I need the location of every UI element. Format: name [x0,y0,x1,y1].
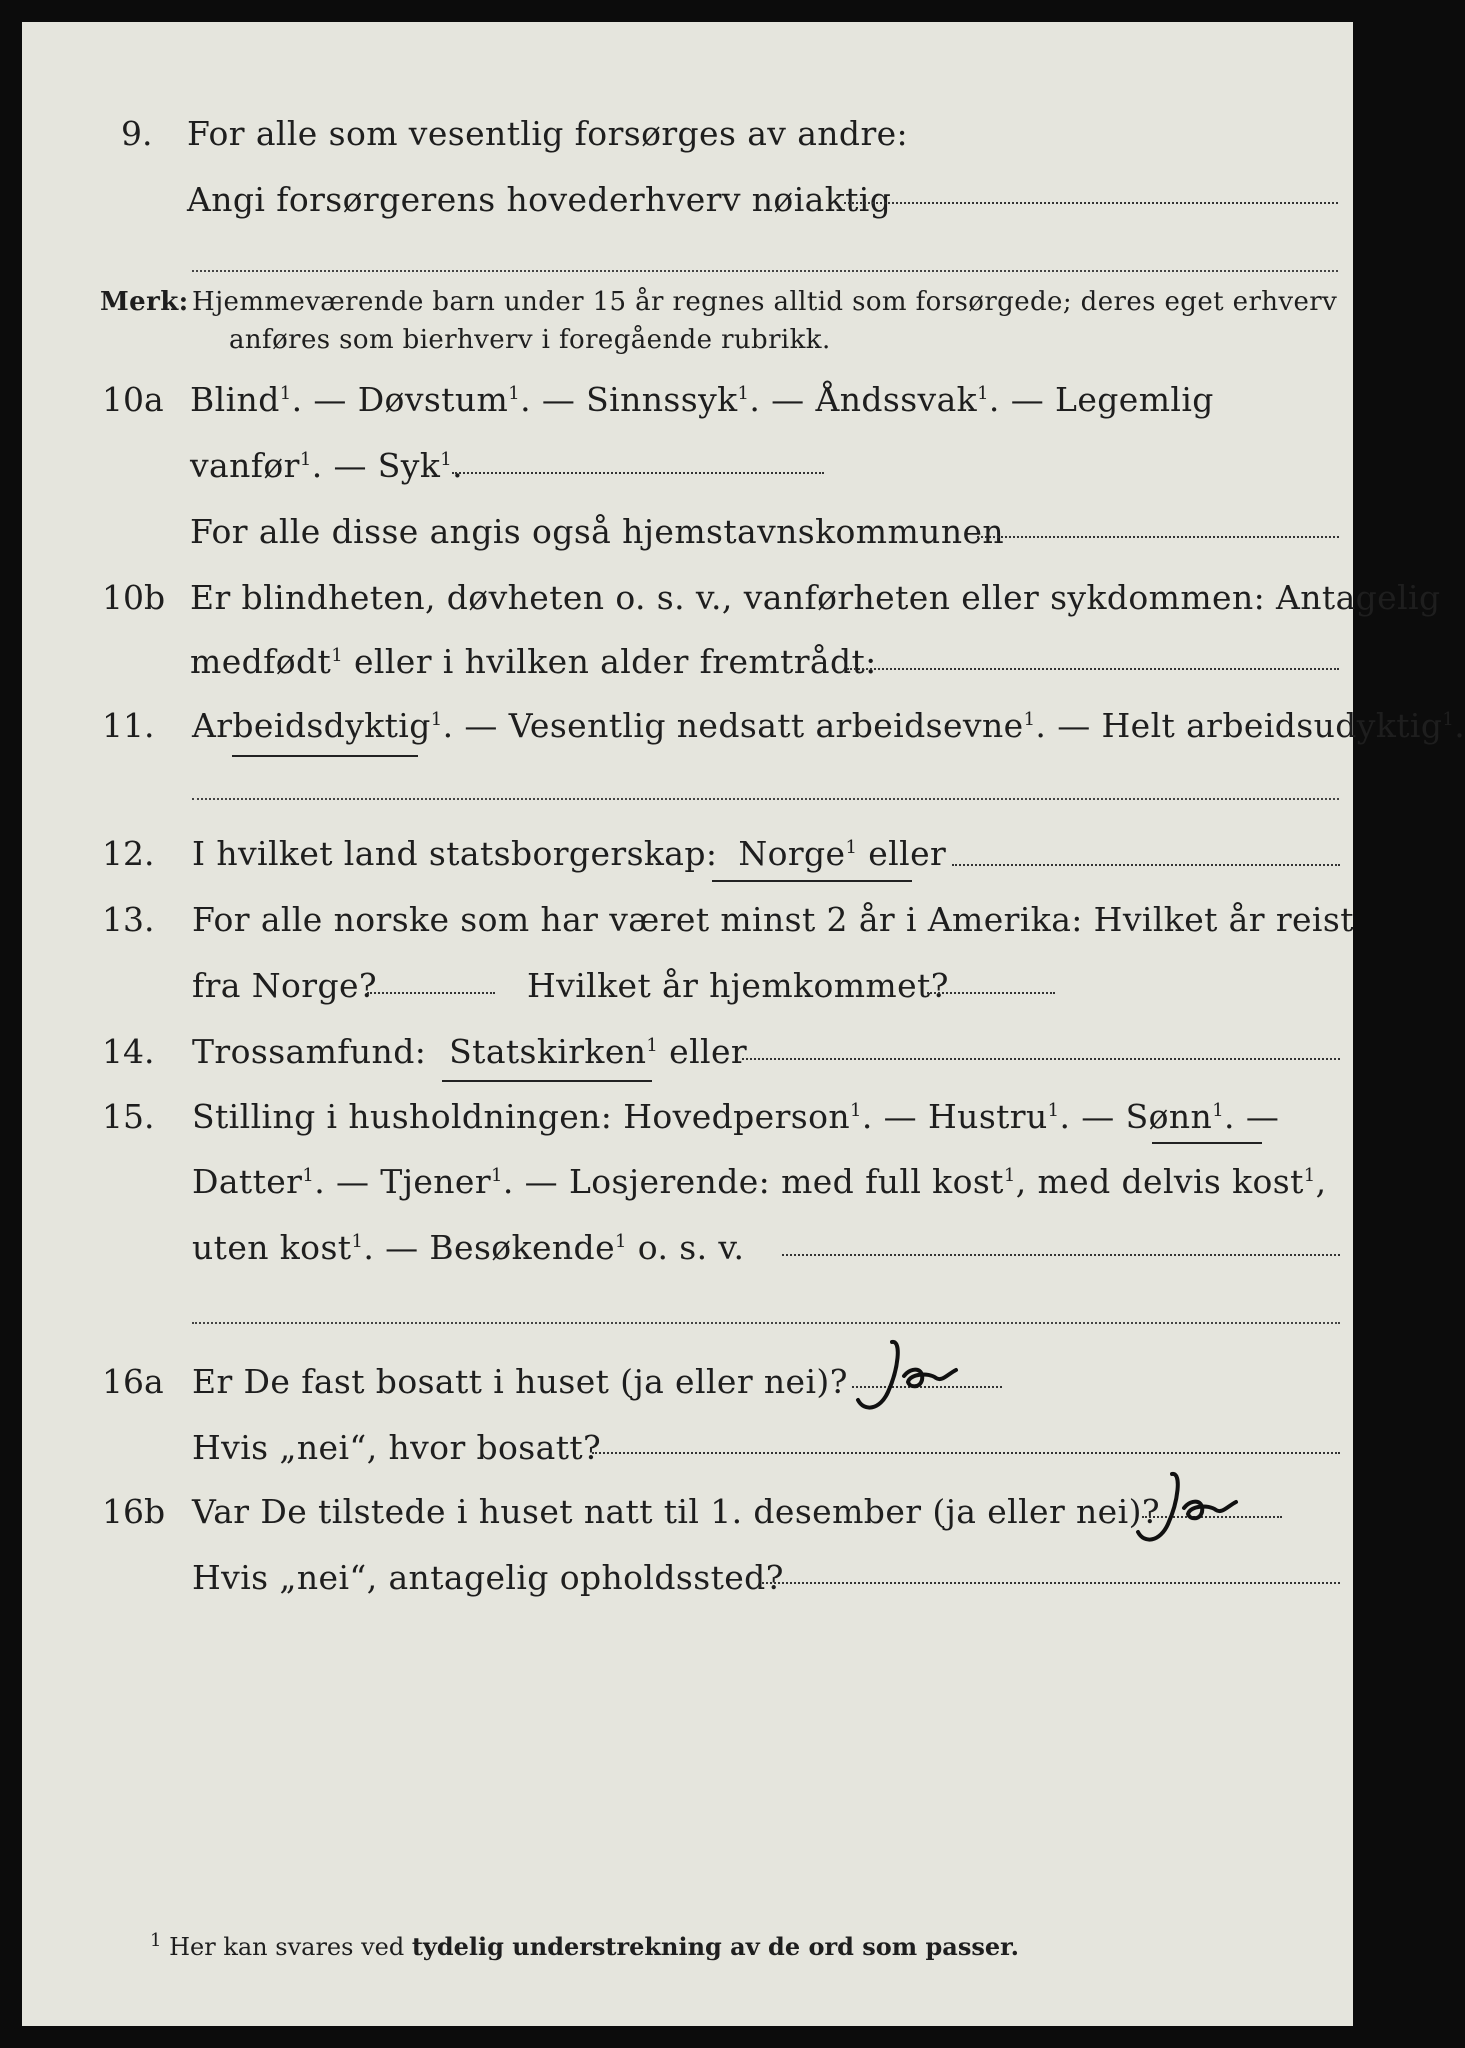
census-form-page [22,22,1465,2026]
q15-extra-line[interactable] [192,1322,1340,1324]
opt-legemlig[interactable]: Legemlig [1055,380,1214,419]
q16a-line2: Hvis „nei“, hvor bosatt? [192,1428,602,1467]
q10a-line3: For alle disse angis også hjemstavnskommunen [190,512,1005,551]
opt-datter[interactable]: Datter [192,1162,303,1201]
underline-arbeidsdyktig [232,755,418,757]
q12-line: I hvilket land statsborgerskap: Norge$^1$ eller [192,834,947,873]
q9-number: 9. [121,114,153,153]
q16a-number: 16a [102,1362,164,1401]
q16a-line2-answer[interactable] [592,1452,1340,1454]
q15-osv: o. s. v. [637,1228,745,1267]
q13-hjem: Hvilket år hjemkommet? [527,966,949,1005]
q10a-line1: Blind$^1$. — Døvstum$^1$. — Sinnssyk$^1$. — Åndssvak$^1$. — Legemlig [190,380,1214,419]
opt-full-kost[interactable]: Losjerende: med full kost [568,1162,1004,1201]
q13-fra: fra Norge? [192,966,378,1005]
q13-hjem-answer[interactable] [927,992,1055,994]
merk-line1: Hjemmeværende barn under 15 år regnes alltid som forsørgede; deres eget erhverv [192,287,1338,317]
q15-number: 15. [102,1097,155,1136]
q14-answer-line[interactable] [742,1058,1340,1060]
opt-udyktig[interactable]: Helt arbeidsudyktig [1101,706,1443,745]
q14-line: Trossamfund: Statskirken$^1$ eller [192,1032,748,1071]
q16b-line1: Var De tilstede i huset natt til 1. desember (ja eller nei)? [192,1492,1160,1531]
q11-number: 11. [102,706,155,745]
footnote-text-b: tydelig understrekning av de ord som passer. [411,1932,1019,1961]
q10b-line1: Er blindheten, døvheten o. s. v., vanførheten eller sykdommen: Antagelig [190,578,1441,617]
opt-syk[interactable]: Syk [377,446,441,485]
opt-norge[interactable]: Norge [738,834,846,873]
q12-eller: eller [868,834,947,873]
q9-line1: For alle som vesentlig forsørges av andre: [187,114,909,153]
q12-text: I hvilket land statsborgerskap: [192,834,718,873]
q14-text: Trossamfund: [192,1032,427,1071]
q12-answer-line[interactable] [952,864,1340,866]
opt-delvis-kost[interactable]: med delvis kost [1037,1162,1304,1201]
opt-andssvak[interactable]: Åndssvak [815,380,978,419]
q11-line: Arbeidsdyktig$^1$. — Vesentlig nedsatt arbeidsevne$^1$. — Helt arbeidsudyktig$^1$. [192,706,1465,745]
q10a-answer-line1[interactable] [452,472,824,474]
opt-blind[interactable]: Blind [190,380,280,419]
q10b-line2: medfødt$^1$ eller i hvilken alder fremtrådt: [190,642,877,681]
q9-answer-line[interactable] [844,202,1338,204]
underline-norge [712,880,912,882]
underline-statskirken [442,1080,652,1082]
q14-eller: eller [669,1032,748,1071]
opt-arbeidsdyktig[interactable]: Arbeidsdyktig [192,706,431,745]
merk-line2: anføres som bierhverv i foregående rubrikk. [229,325,831,355]
merk-label: Merk: [100,287,189,317]
q15-line3: uten kost$^1$. — Besøkende$^1$ o. s. v. [192,1228,745,1267]
q16b-line2: Hvis „nei“, antagelig opholdssted? [192,1558,784,1597]
opt-besokende[interactable]: Besøkende [429,1228,616,1267]
opt-sonn[interactable]: Sønn [1125,1097,1213,1136]
q13-line1: For alle norske som har været minst 2 år i Amerika: Hvilket år reist [192,900,1354,939]
q11-extra-line[interactable] [192,798,1339,800]
q15-line2: Datter$^1$. — Tjener$^1$. — Losjerende: med full kost$^1$, med delvis kost$^1$, [192,1162,1327,1201]
underline-sonn [1152,1142,1262,1144]
q10b-answer-line[interactable] [847,668,1339,670]
opt-sinnssyk[interactable]: Sinnssyk [586,380,738,419]
footnote-text-a: Her kan svares ved [169,1933,405,1961]
opt-vanfor[interactable]: vanfør [190,446,300,485]
opt-uten-kost[interactable]: uten kost [192,1228,352,1267]
q10a-number: 10a [102,380,164,419]
q10a-answer-line2[interactable] [977,536,1339,538]
opt-hovedperson[interactable]: Stilling i husholdningen: Hovedperson [192,1097,851,1136]
opt-hustru[interactable]: Hustru [927,1097,1048,1136]
q16b-line2-answer[interactable] [762,1582,1340,1584]
handwritten-answer-16b [1132,1462,1252,1552]
q16a-line1: Er De fast bosatt i huset (ja eller nei)? [192,1362,848,1401]
q9-extra-line[interactable] [192,270,1338,272]
q10b-number: 10b [102,578,166,617]
opt-tjener[interactable]: Tjener [380,1162,492,1201]
q16b-number: 16b [102,1492,166,1531]
opt-dovstum[interactable]: Døvstum [357,380,509,419]
q10b-line2-text: eller i hvilken alder fremtrådt: [353,642,877,681]
q9-line2: Angi forsørgerens hovederhverv nøiaktig [187,180,892,219]
footnote [150,1932,1019,1961]
opt-nedsatt[interactable]: Vesentlig nedsatt arbeidsevne [508,706,1024,745]
opt-statskirken[interactable]: Statskirken [449,1032,647,1071]
q15-line1: Stilling i husholdningen: Hovedperson$^1$. — Hustru$^1$. — Sønn$^1$. — [192,1097,1280,1136]
q10a-line2: vanfør$^1$. — Syk$^1$. [190,446,463,485]
q12-number: 12. [102,834,155,873]
footnote-mark: 1 [150,1930,162,1951]
opt-medfodt[interactable]: medfødt [190,642,332,681]
q14-number: 14. [102,1032,155,1071]
q15-answer-line[interactable] [782,1254,1340,1256]
q13-number: 13. [102,900,155,939]
q13-fra-answer[interactable] [367,992,495,994]
handwritten-answer-16a [852,1330,972,1420]
